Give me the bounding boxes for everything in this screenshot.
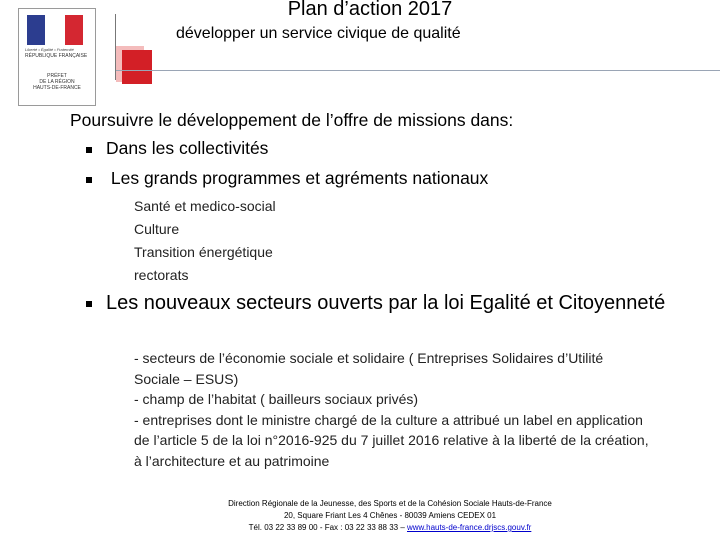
list-item: Santé et medico-social	[134, 198, 276, 214]
list-item: Culture	[134, 221, 180, 237]
bullet-item-new-sectors	[86, 291, 706, 316]
square-bullet-icon	[86, 147, 92, 153]
list-item: Transition énergétique	[134, 244, 273, 260]
bullet-text: Dans les collectivités	[106, 138, 269, 158]
detail-line: Sociale – ESUS)	[134, 370, 239, 387]
square-bullet-icon	[86, 177, 92, 183]
logo-motto: Liberté • Égalité • Fraternité	[25, 47, 74, 52]
bullet-text: Les nouveaux secteurs ouverts par la loi Egalité et Citoyenneté	[106, 292, 666, 314]
red-square-decoration	[122, 50, 152, 84]
detail-line: de l’article 5 de la loi n°2016-925 du 7 juillet 2016 relative à la liberté de la création,	[134, 432, 649, 448]
footer-phone-fax: Tél. 03 22 33 89 00 - Fax : 03 22 33 88 33 –	[248, 523, 407, 532]
header-horizontal-rule	[116, 70, 720, 71]
logo-prefet: PRÉFET DE LA RÉGION HAUTS-DE-FRANCE	[33, 73, 81, 91]
detail-line: à l’architecture et au patrimoine	[134, 452, 330, 469]
bullet-text: Les grands programmes et agréments nationaux	[106, 168, 489, 188]
detail-line: - champ de l’habitat ( bailleurs sociaux privés)	[134, 391, 419, 407]
marianne-logo	[18, 8, 96, 106]
footer-address-line: Direction Régionale de la Jeunesse, des Sports et de la Cohésion Sociale Hauts-de-France	[228, 499, 552, 508]
footer-contact-line	[200, 522, 580, 534]
intro-heading: Poursuivre le développement de l’offre de missions dans:	[70, 110, 514, 130]
detail-line: - secteurs de l’économie sociale et solidaire ( Entreprises Solidaires d’Utilité	[134, 350, 604, 366]
page-subtitle: développer un service civique de qualité	[176, 25, 461, 42]
square-bullet-icon	[86, 301, 92, 307]
bullet-item	[86, 138, 268, 159]
footer-address-line: 20, Square Friant Les 4 Chênes - 80039 Amiens CEDEX 01	[283, 511, 497, 520]
detail-line: - entreprises dont le ministre chargé de la culture a attribué un label en application	[134, 411, 643, 428]
list-item: rectorats	[134, 267, 189, 283]
new-sectors-details	[134, 348, 720, 471]
footer	[200, 498, 580, 534]
page-title: Plan d’action 2017	[287, 0, 453, 20]
logo-republic: RÉPUBLIQUE FRANÇAISE	[25, 53, 88, 59]
website-link[interactable]: www.hauts-de-france.drjscs.gouv.fr	[407, 523, 532, 532]
bullet-item	[86, 168, 488, 189]
programmes-list	[134, 195, 276, 287]
